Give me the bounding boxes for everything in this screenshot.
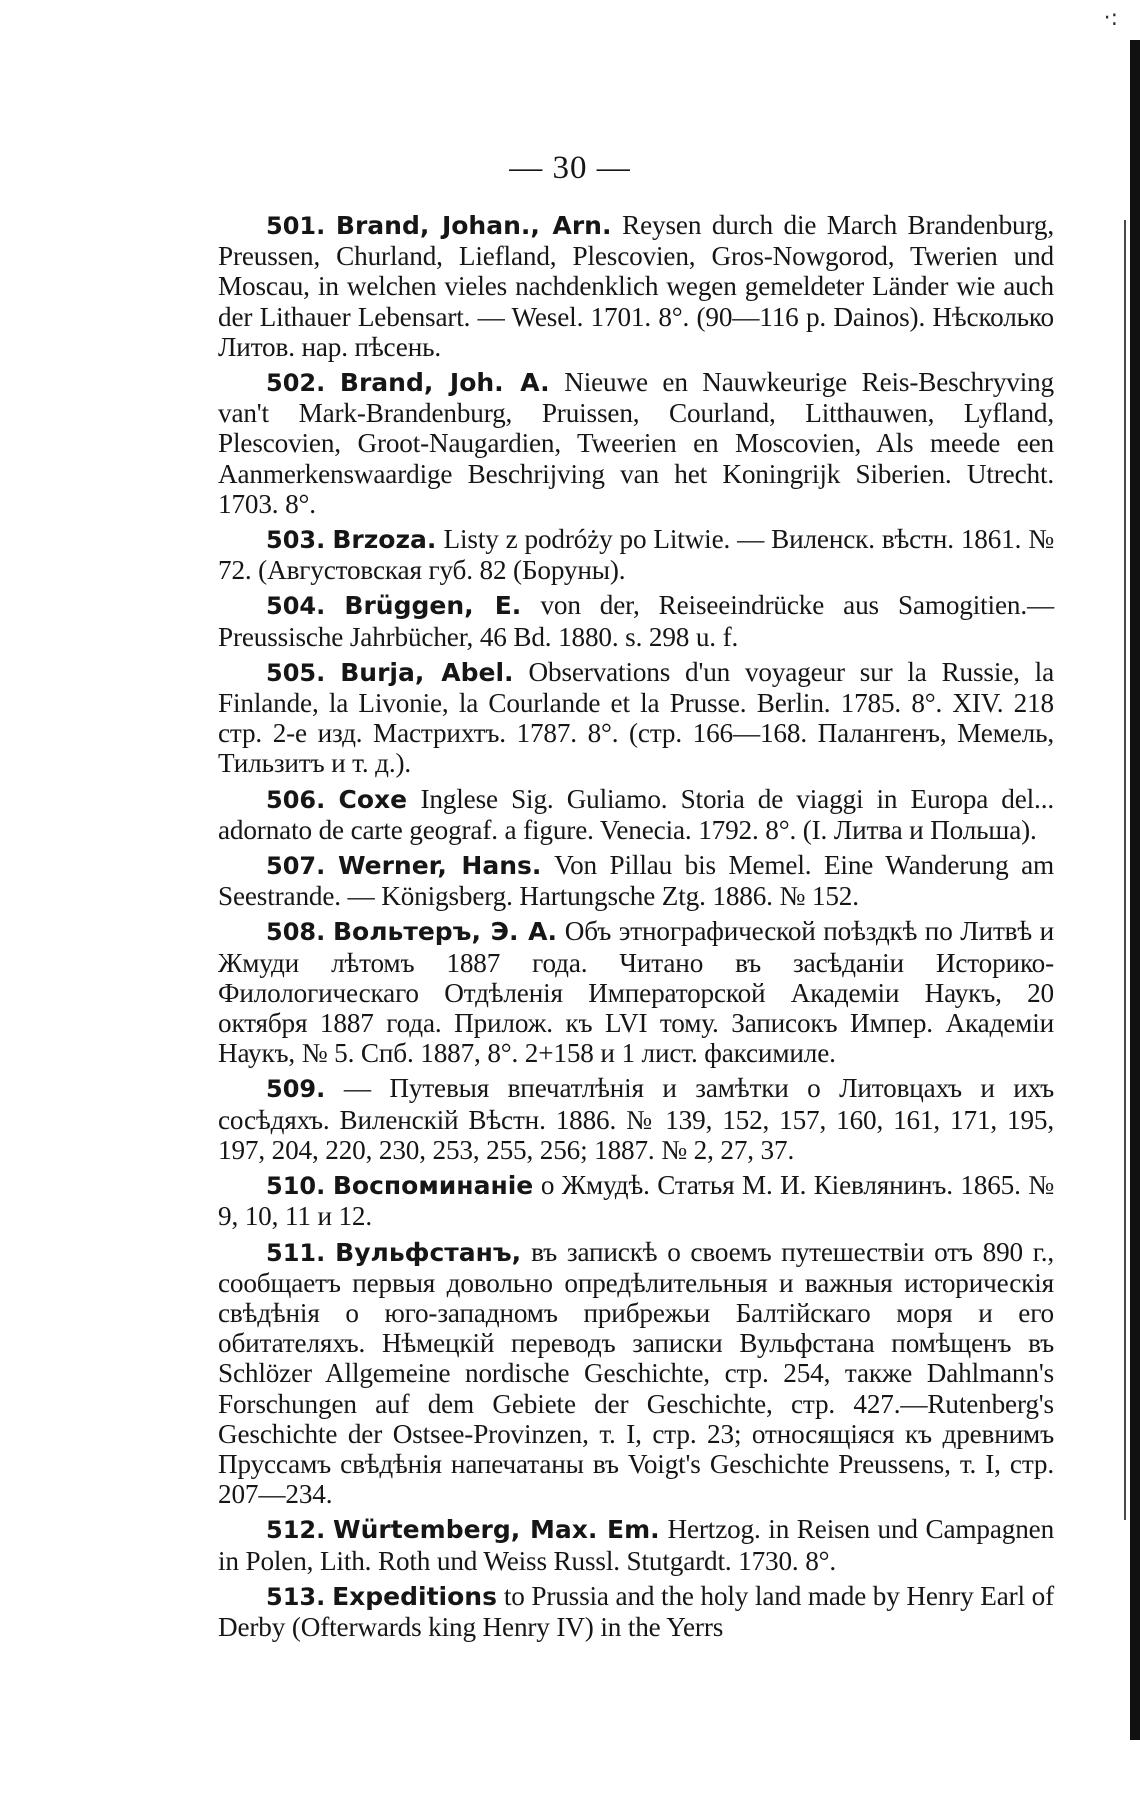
entry-number: 511. bbox=[266, 1238, 326, 1267]
entry-heading: Brzoza. bbox=[332, 525, 437, 555]
entry-number: 510. bbox=[266, 1172, 326, 1201]
entry-number: 503. bbox=[266, 526, 326, 555]
entry-heading: Brand, Johan., Arn. bbox=[335, 211, 612, 240]
page-number: — 30 — bbox=[509, 150, 631, 186]
entry-505 bbox=[218, 657, 1054, 779]
entry-text: — Путевыя впечатлѣнія и замѣтки о Литовцахъ и ихъ сосѣдяхъ. Виленскій Вѣстн. 1886. № 139, 152, 157, 160, 161, 171, 195, 197, 204, 220, 230, 253, 255, 256; 1887. № 2, 27, 37. bbox=[218, 1073, 1054, 1165]
entry-512 bbox=[218, 1514, 1054, 1575]
entry-number: 509. bbox=[266, 1075, 326, 1104]
entry-heading: Burja, Abel. bbox=[340, 657, 514, 687]
entry-heading: Brand, Joh. A. bbox=[339, 368, 550, 398]
entry-heading: Вольтеръ, Э. А. bbox=[332, 917, 557, 947]
entry-number: 506. bbox=[266, 785, 326, 814]
entry-509 bbox=[218, 1073, 1054, 1165]
entry-502 bbox=[218, 367, 1054, 519]
entry-508 bbox=[218, 916, 1054, 1068]
entry-510 bbox=[218, 1170, 1054, 1231]
entry-heading: Coxe bbox=[338, 784, 408, 814]
entry-text: Nieuwe en Nauwkeurige Reis-Beschryving van't Mark-Brandenburg, Pruissen, Courland, Litthauwen, Lyfland, Plescovien, Groot-Naugardien, Tweerien en Moscovien, Als meede een Aanmerkenswaardige Beschrijving van het Koningrijk Siberien. Utrecht. 1703. 8°. bbox=[218, 367, 1055, 519]
scan-edge-line bbox=[1124, 220, 1126, 1520]
entry-513 bbox=[218, 1581, 1054, 1642]
entry-501 bbox=[218, 210, 1054, 362]
entry-507 bbox=[218, 850, 1054, 911]
entry-504 bbox=[218, 590, 1054, 651]
entry-text: Объ этнографической поѣздкѣ по Литвѣ и Жмуди лѣтомъ 1887 года. Читано въ засѣданіи Историко-Филологическаго Отдѣленія Императорской Академіи Наукъ, 20 октября 1887 года. Прилож. къ LVI тому. Записокъ Импер. Академіи Наукъ, № 5. Спб. 1887, 8°. 2+158 и 1 лист. факсимиле. bbox=[218, 916, 1054, 1069]
entry-heading: Воспоминаніе bbox=[332, 1171, 534, 1201]
entry-heading: Werner, Hans. bbox=[337, 851, 542, 881]
entry-text: Von Pillau bis Memel. Eine Wanderung am Seestrande. — Königsberg. Hartungsche Ztg. 1886. № 152. bbox=[218, 850, 1055, 912]
entry-511 bbox=[218, 1237, 1054, 1510]
entry-number: 505. bbox=[266, 658, 326, 687]
bibliography-entries bbox=[218, 210, 1054, 1647]
entry-text: Reysen durch die March Brandenburg, Preussen, Churland, Liefland, Plescovien, Gros-Nowgorod, Twerien und Moscau, in welchen vieles nachdenklich wegen gemeldeter Länder wie auch der Lithauer Lebensart. — Wesel. 1701. 8°. (90—116 p. Dainos). Нѣсколько Литов. нар. пѣсень. bbox=[218, 210, 1054, 362]
entry-number: 502. bbox=[266, 369, 326, 398]
entry-number: 504. bbox=[266, 592, 326, 621]
entry-number: 512. bbox=[266, 1516, 326, 1545]
entry-heading: Вульфстанъ, bbox=[335, 1237, 522, 1267]
entry-heading: Expeditions bbox=[332, 1581, 497, 1611]
entry-text: Hertzog. in Reisen und Campagnen in Polen, Lith. Roth und Weiss Russl. Stutgardt. 1730. 8°. bbox=[218, 1514, 1055, 1576]
entry-506 bbox=[218, 784, 1054, 845]
scan-edge-shadow bbox=[1130, 40, 1140, 1740]
entry-number: 501. bbox=[266, 212, 326, 240]
entry-text: о Жмудѣ. Статья М. И. Кіевлянинъ. 1865. № 9, 10, 11 и 12. bbox=[218, 1170, 1055, 1232]
entry-text: Listy z podróży po Litwie. — Виленск. вѣстн. 1861. № 72. (Августовская губ. 82 (Боруны). bbox=[218, 524, 1055, 586]
entry-text: въ запискѣ о своемъ путешествіи отъ 890 г., сообщаетъ первыя довольно опредѣлительныя и важныя историческія свѣдѣнія о юго-западномъ прибрежьи Балтійскаго моря и его обитателяхъ. Нѣмецкій переводъ записки Вульфстана помѣщенъ въ Schlözer Allgemeine nordische Geschichte, стр. 254, также Dahlmann's Forschungen auf dem Gebiete der Geschichte, стр. 427.—Rutenberg's Geschichte der Ostsee-Provinzen, т. I, стр. 23; относящіяся къ древнимъ Пруссамъ свѣдѣнія напечатаны въ Voigt's Geschichte Preussens, т. I, стр. 207—234. bbox=[218, 1236, 1055, 1510]
entry-text: Inglese Sig. Guliamo. Storia de viaggi in Europa del... adornato de carte geograf. a figure. Venecia. 1792. 8°. (I. Литва и Польша). bbox=[218, 783, 1054, 845]
scan-corner-mark: ·: bbox=[1103, 6, 1118, 31]
entry-heading: Brüggen, E. bbox=[344, 591, 522, 621]
entry-text: to Prussia and the holy land made by Henry Earl of Derby (Ofterwards king Henry IV) in the Yerrs bbox=[218, 1580, 1054, 1642]
entry-text: von der, Reiseeindrücke aus Samogitien.— Preussische Jahrbücher, 46 Bd. 1880. s. 298 u. f. bbox=[218, 590, 1054, 652]
entry-number: 513. bbox=[266, 1582, 326, 1611]
entry-text: Observations d'un voyageur sur la Russie, la Finlande, la Livonie, la Courlande et la Prusse. Berlin. 1785. 8°. XIV. 218 стр. 2-е изд. Мастрихтъ. 1787. 8°. (стр. 166—168. Палангенъ, Мемель, Тильзитъ и т. д.). bbox=[218, 656, 1054, 779]
entry-number: 508. bbox=[266, 918, 326, 947]
entry-heading: Würtemberg, Max. Em. bbox=[333, 1515, 660, 1545]
entry-number: 507. bbox=[266, 852, 326, 881]
entry-503 bbox=[218, 524, 1054, 585]
